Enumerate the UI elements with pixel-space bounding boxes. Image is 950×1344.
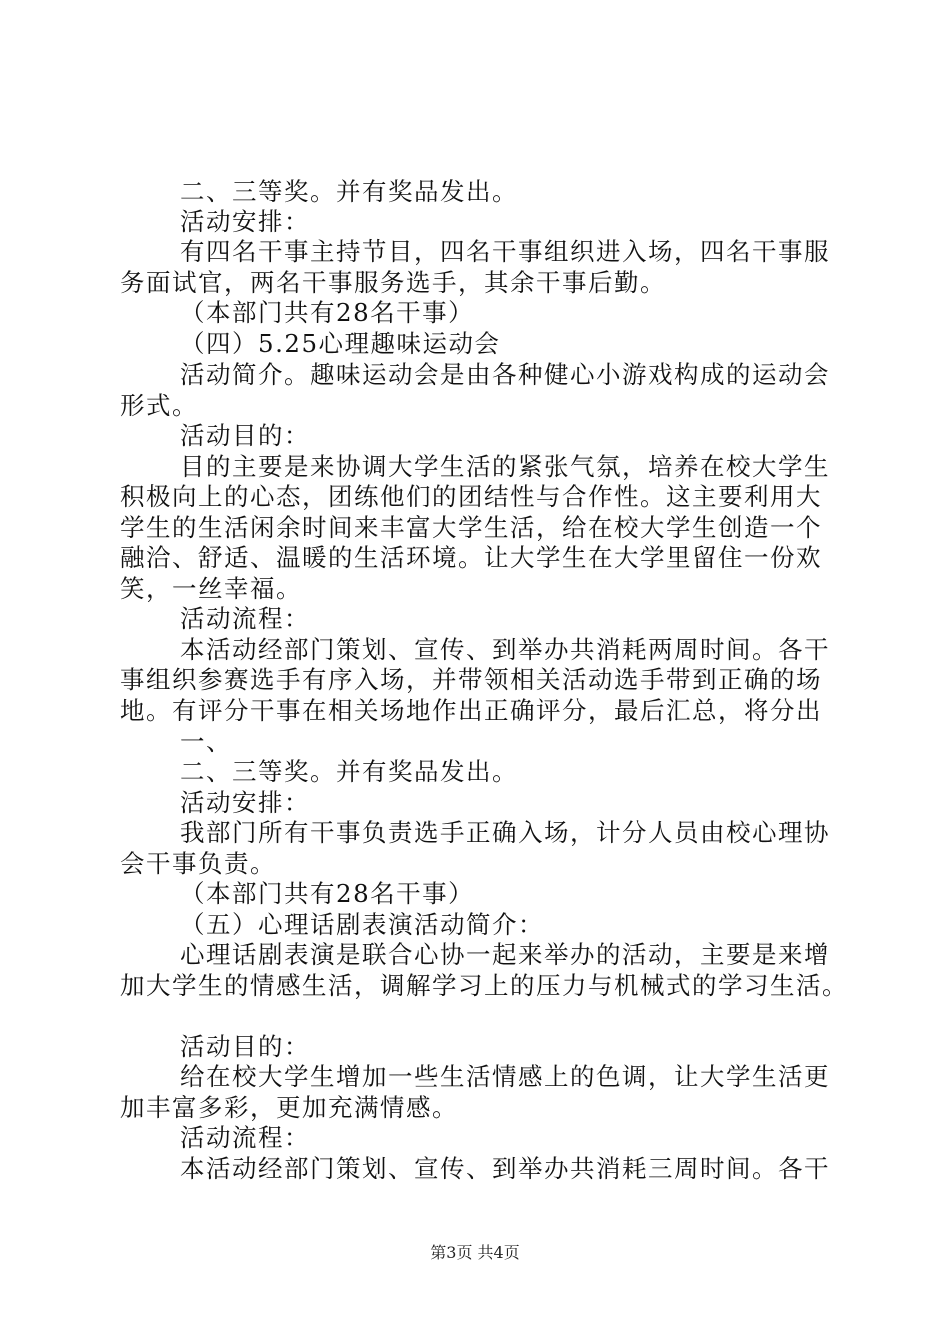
text-line: 融洽、舒适、温暖的生活环境。让大学生在大学里留住一份欢 <box>120 543 822 572</box>
text-line: 活动目的： <box>180 421 310 450</box>
text-line: （四）5.25心理趣味运动会 <box>180 329 501 358</box>
text-line: 形式。 <box>120 391 198 420</box>
text-line: 有四名干事主持节目，四名干事组织进入场，四名干事服 <box>180 237 830 266</box>
text-line: 活动安排： <box>180 788 310 817</box>
text-line: （五）心理话剧表演活动简介： <box>180 910 544 939</box>
text-line: 活动流程： <box>180 604 310 633</box>
text-line: 地。有评分干事在相关场地作出正确评分，最后汇总，将分出 <box>120 696 822 725</box>
text-line: 活动目的： <box>180 1032 310 1061</box>
text-line: 活动安排： <box>180 207 310 236</box>
text-line: 会干事负责。 <box>120 849 276 878</box>
text-line: 二、三等奖。并有奖品发出。 <box>180 757 518 786</box>
text-line: 目的主要是来协调大学生活的紧张气氛，培养在校大学生 <box>180 452 830 481</box>
text-line: 活动流程： <box>180 1123 310 1152</box>
text-line: 学生的生活闲余时间来丰富大学生活，给在校大学生创造一个 <box>120 513 822 542</box>
text-line: 二、三等奖。并有奖品发出。 <box>180 177 518 206</box>
page-number-footer: 第3页 共4页 <box>430 1243 520 1262</box>
text-line: 心理话剧表演是联合心协一起来举办的活动，主要是来增 <box>180 940 830 969</box>
text-line: 活动简介。趣味运动会是由各种健心小游戏构成的运动会 <box>180 360 830 389</box>
text-line: 给在校大学生增加一些生活情感上的色调，让大学生活更 <box>180 1062 830 1091</box>
text-line: 本活动经部门策划、宣传、到举办共消耗三周时间。各干 <box>180 1154 830 1183</box>
text-line: 本活动经部门策划、宣传、到举办共消耗两周时间。各干 <box>180 635 830 664</box>
text-line: 笑，一丝幸福。 <box>120 574 302 603</box>
text-line: 积极向上的心态，团练他们的团结性与合作性。这主要利用大 <box>120 482 822 511</box>
text-line: （本部门共有28名干事） <box>180 879 475 908</box>
text-line: 加大学生的情感生活，调解学习上的压力与机械式的学习生活。 <box>120 971 848 1000</box>
text-line: （本部门共有28名干事） <box>180 298 475 327</box>
text-line: 我部门所有干事负责选手正确入场，计分人员由校心理协 <box>180 818 830 847</box>
text-line: 务面试官，两名干事服务选手，其余干事后勤。 <box>120 268 666 297</box>
text-line: 加丰富多彩，更加充满情感。 <box>120 1093 458 1122</box>
text-line: 一、 <box>180 727 232 756</box>
text-line: 事组织参赛选手有序入场，并带领相关活动选手带到正确的场 <box>120 665 822 694</box>
